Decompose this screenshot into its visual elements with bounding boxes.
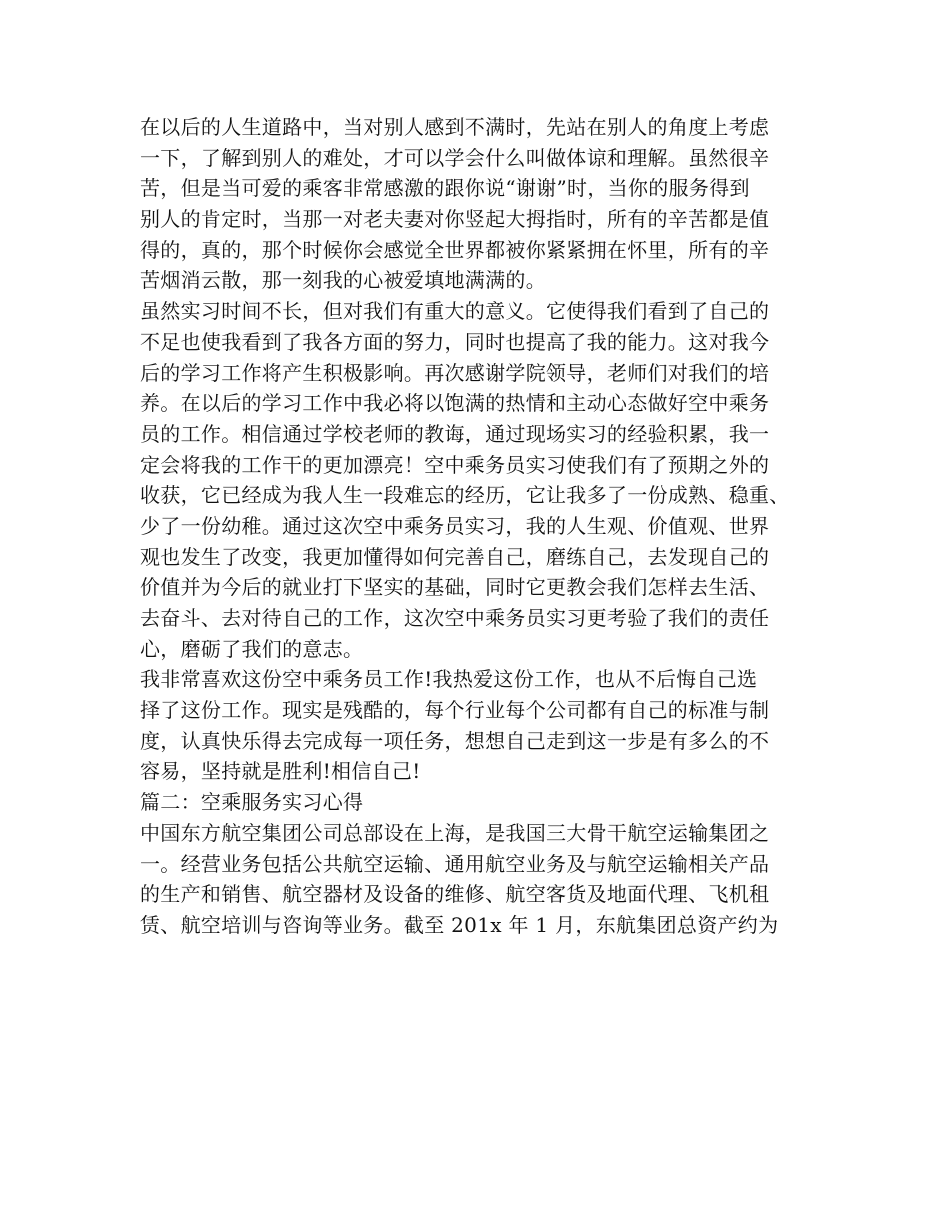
text-line: 度，认真快乐得去完成每一项任务，想想自己走到这一步是有多么的不 <box>140 728 770 753</box>
text-line: 收获，它已经成为我人生一段难忘的经历，它让我多了一份成熟、稳重、 <box>140 483 790 508</box>
text-line: 我非常喜欢这份空中乘务员工作!我热爱这份工作，也从不后悔自己选 <box>140 667 758 692</box>
body-text <box>140 112 830 941</box>
text-line: 的生产和销售、航空器材及设备的维修、航空客货及地面代理、飞机租 <box>140 882 770 907</box>
text-line: 虽然实习时间不长，但对我们有重大的意义。它使得我们看到了自己的 <box>140 299 770 324</box>
text-line: 容易，坚持就是胜利!相信自己! <box>140 759 421 784</box>
text-line: 价值并为今后的就业打下坚实的基础，同时它更教会我们怎样去生活、 <box>140 575 770 600</box>
text-line: 观也发生了改变，我更加懂得如何完善自己，磨练自己，去发现自己的 <box>140 544 770 569</box>
text-line: 中国东方航空集团公司总部设在上海，是我国三大骨干航空运输集团之 <box>140 820 770 845</box>
text-line: 定会将我的工作干的更加漂亮！空中乘务员实习使我们有了预期之外的 <box>140 452 770 477</box>
text-line: 一。经营业务包括公共航空运输、通用航空业务及与航空运输相关产品 <box>140 851 770 876</box>
text-line: 别人的肯定时，当那一对老夫妻对你竖起大拇指时，所有的辛苦都是值 <box>140 207 770 232</box>
text-line: 去奋斗、去对待自己的工作，这次空中乘务员实习更考验了我们的责任 <box>140 606 770 630</box>
text-line: 在以后的人生道路中，当对别人感到不满时，先站在别人的角度上考虑 <box>140 115 770 139</box>
section-heading: 篇二：空乘服务实习心得 <box>140 790 364 815</box>
text-line: 心，磨砺了我们的意志。 <box>140 636 364 661</box>
text-line: 苦，但是当可爱的乘客非常感激的跟你说“谢谢”时，当你的服务得到 <box>140 176 750 201</box>
text-line: 养。在以后的学习工作中我必将以饱满的热情和主动心态做好空中乘务 <box>140 391 770 416</box>
text-line: 得的，真的，那个时候你会感觉全世界都被你紧紧拥在怀里，所有的辛 <box>140 237 770 262</box>
text-line: 员的工作。相信通过学校老师的教诲，通过现场实习的经验积累，我一 <box>140 421 770 446</box>
text-line: 不足也使我看到了我各方面的努力，同时也提高了我的能力。这对我今 <box>140 329 770 354</box>
text-line: 赁、航空培训与咨询等业务。截至 201x 年 1 月，东航集团总资产约为 <box>140 912 779 937</box>
text-line: 择了这份工作。现实是残酷的，每个行业每个公司都有自己的标准与制 <box>140 698 770 723</box>
text-line: 一下，了解到别人的难处，才可以学会什么叫做体谅和理解。虽然很辛 <box>140 145 770 170</box>
text-line: 后的学习工作将产生积极影响。再次感谢学院领导，老师们对我们的培 <box>140 360 770 385</box>
text-line: 少了一份幼稚。通过这次空中乘务员实习，我的人生观、价值观、世界 <box>140 513 770 538</box>
text-line: 苦烟消云散，那一刻我的心被爱填地满满的。 <box>140 268 546 293</box>
